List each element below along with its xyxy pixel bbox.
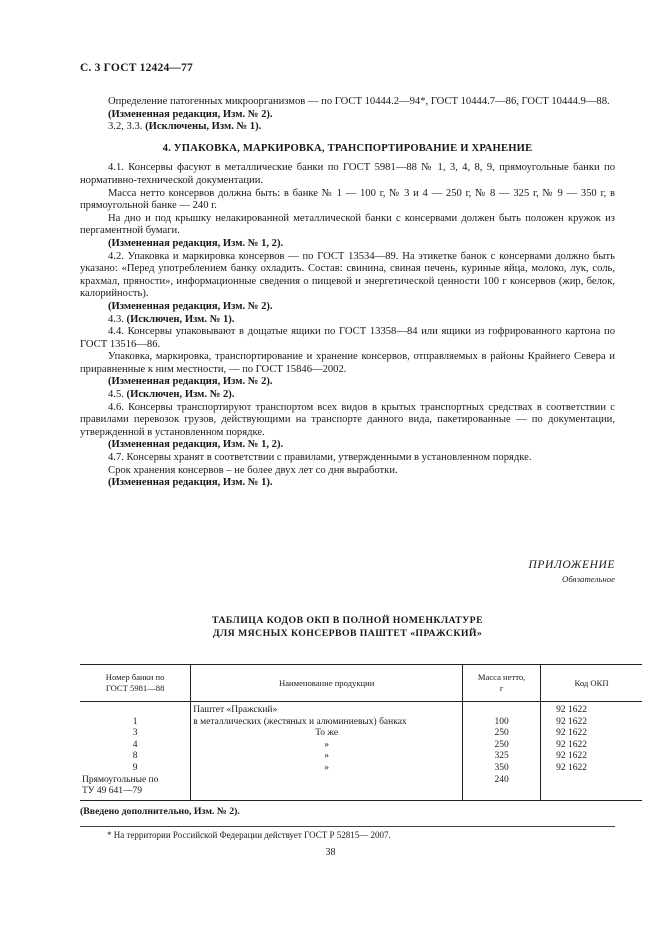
paragraph: На дно и под крышку нелакированной металлической банки с консервами должен быть положен кружок из пергаментной бумаги.	[80, 212, 615, 237]
table-cell: 3	[132, 728, 138, 739]
table-cell: 100	[494, 716, 509, 727]
table-cell	[543, 775, 640, 787]
table-cell: 92 1622	[556, 716, 587, 727]
table-cell: 9	[132, 762, 138, 773]
table-cell: 92 1622	[556, 705, 587, 715]
paragraph: Масса нетто консервов должна быть: в банке № 1 — 100 г, № 3 и 4 — 250 г, № 8 — 325 г, № 9 — 350 г, в прямоугольной банке — 240 г.	[80, 187, 615, 212]
table-cell: 92 1622	[556, 762, 587, 773]
table-cell	[193, 786, 460, 798]
paragraph: (Измененная редакция, Изм. № 1, 2).	[108, 237, 284, 249]
table-cell: Прямоугольные по	[82, 774, 159, 785]
table-cell: 92 1622	[556, 739, 587, 750]
table-title-line-1: ТАБЛИЦА КОДОВ ОКП В ПОЛНОЙ НОМЕНКЛАТУРЕ	[212, 615, 483, 626]
appendix-subtitle: Обязательное	[561, 574, 615, 584]
okp-codes-table	[80, 664, 642, 801]
pre-section-paragraphs	[80, 96, 615, 134]
table-cell: 325	[494, 751, 509, 762]
document-body	[80, 96, 615, 490]
paragraph: 3.2, 3.3. (Исключены, Изм. № 1).	[108, 121, 262, 133]
column-net-mass	[463, 702, 541, 801]
header-okp-code: Код ОКП	[541, 665, 642, 702]
table-cell: 92 1622	[556, 751, 587, 762]
paragraph: 4.3. (Исключен, Изм. № 1).	[108, 313, 235, 325]
paragraph: (Измененная редакция, Изм. № 2).	[108, 300, 273, 312]
table-cell: 250	[494, 739, 509, 750]
column-can-number	[80, 702, 191, 801]
column-okp-code	[541, 702, 642, 801]
table-cell: в металлических (жестяных и алюминиевых) банках	[193, 716, 407, 727]
footnote: * На территории Российской Федерации действует ГОСТ Р 52815— 2007.	[107, 830, 391, 840]
table-cell: 8	[132, 751, 138, 762]
table-cell: »	[324, 739, 330, 750]
paragraph: 4.5. (Исключен, Изм. № 2).	[108, 389, 235, 401]
section-heading: 4. УПАКОВКА, МАРКИРОВКА, ТРАНСПОРТИРОВАНИЕ И ХРАНЕНИЕ	[162, 142, 533, 154]
paragraph: Упаковка, маркировка, транспортирование и хранение консервов, отправляемых в районы Крайнего Севера и приравненные к ним местности, — по ГОСТ 15846—2002.	[80, 351, 615, 375]
table-cell	[465, 705, 538, 717]
table-cell: То же	[315, 728, 339, 739]
paragraph: 4.7. Консервы хранят в соответствии с правилами, утвержденными в установленном порядке.	[108, 452, 532, 464]
table-cell	[193, 775, 460, 787]
table-cell: 250	[494, 728, 509, 739]
table-cell: 240	[494, 774, 509, 785]
paragraph: Срок хранения консервов – не более двух лет со дня выработки.	[108, 464, 398, 476]
header-product-name: Наименование продукции	[191, 665, 463, 702]
table-cell: 4	[132, 739, 138, 750]
table-title-line-2: ДЛЯ МЯСНЫХ КОНСЕРВОВ ПАШТЕТ «ПРАЖСКИЙ»	[212, 628, 483, 639]
paragraph: 4.6. Консервы транспортируют транспортом всех видов в крытых транспортных средствах в соответствии с правилами перевозок грузов, действующими на транспорте данного вида, пакетированные — по документации, утвержденной в установленном порядке.	[80, 401, 615, 438]
appendix-block	[529, 559, 615, 584]
paragraph: (Измененная редакция, Изм. № 2).	[108, 376, 273, 388]
appendix-title: ПРИЛОЖЕНИЕ	[528, 559, 615, 571]
paragraph: Определение патогенных микроорганизмов — по ГОСТ 10444.2—94*, ГОСТ 10444.7—86, ГОСТ 10444.9—88.	[108, 96, 610, 107]
paragraph: (Измененная редакция, Изм. № 1).	[108, 477, 273, 489]
table-cell: 350	[494, 762, 509, 773]
table-note: (Введено дополнительно, Изм. № 2).	[80, 806, 240, 817]
column-product-name	[191, 702, 463, 801]
paragraph: 4.2. Упаковка и маркировка консервов — по ГОСТ 13534—89. На этикетке банок с консервами должно быть указано: «Перед употреблением банку охладить. Состав: свинина, свиная печень, куриные яйца, молоко, лук, соль, крахмал, пряности», информационные сведения о пищевой и энергетической ценности 100 г консервов (жир, белок, калорийность).	[80, 250, 615, 300]
header-net-mass: Масса нетто, г	[463, 665, 541, 702]
table-cell: 1	[132, 716, 138, 727]
page-number: 38	[325, 847, 336, 858]
table-cell: 92 1622	[556, 728, 587, 739]
table-cell	[82, 705, 188, 717]
paragraph: 4.1. Консервы фасуют в металлические банки по ГОСТ 5981—88 № 1, 3, 4, 8, 9, прямоугольные банки по нормативно-технической документации.	[80, 162, 615, 186]
table-cell	[543, 786, 640, 798]
header-can-number: Номер банки по ГОСТ 5981—88	[80, 665, 191, 702]
table-cell: ТУ 49 641—79	[82, 786, 143, 797]
table-title	[80, 614, 615, 640]
table-cell: »	[324, 762, 330, 773]
table-cell: »	[324, 751, 330, 762]
paragraph: (Измененная редакция, Изм. № 2).	[108, 108, 273, 120]
table-header-row	[80, 665, 642, 702]
paragraph: 4.4. Консервы упаковывают в дощатые ящики по ГОСТ 13358—84 или ящики из гофрированного картона по ГОСТ 13516—86.	[80, 326, 615, 350]
table-cell	[465, 786, 538, 798]
table-row	[80, 702, 642, 801]
section-paragraphs	[80, 162, 615, 489]
paragraph: (Измененная редакция, Изм. № 1, 2).	[108, 439, 284, 451]
table-cell: Паштет «Пражский»	[193, 705, 278, 715]
footnote-rule	[80, 826, 615, 827]
page-header: С. 3 ГОСТ 12424—77	[80, 62, 193, 74]
